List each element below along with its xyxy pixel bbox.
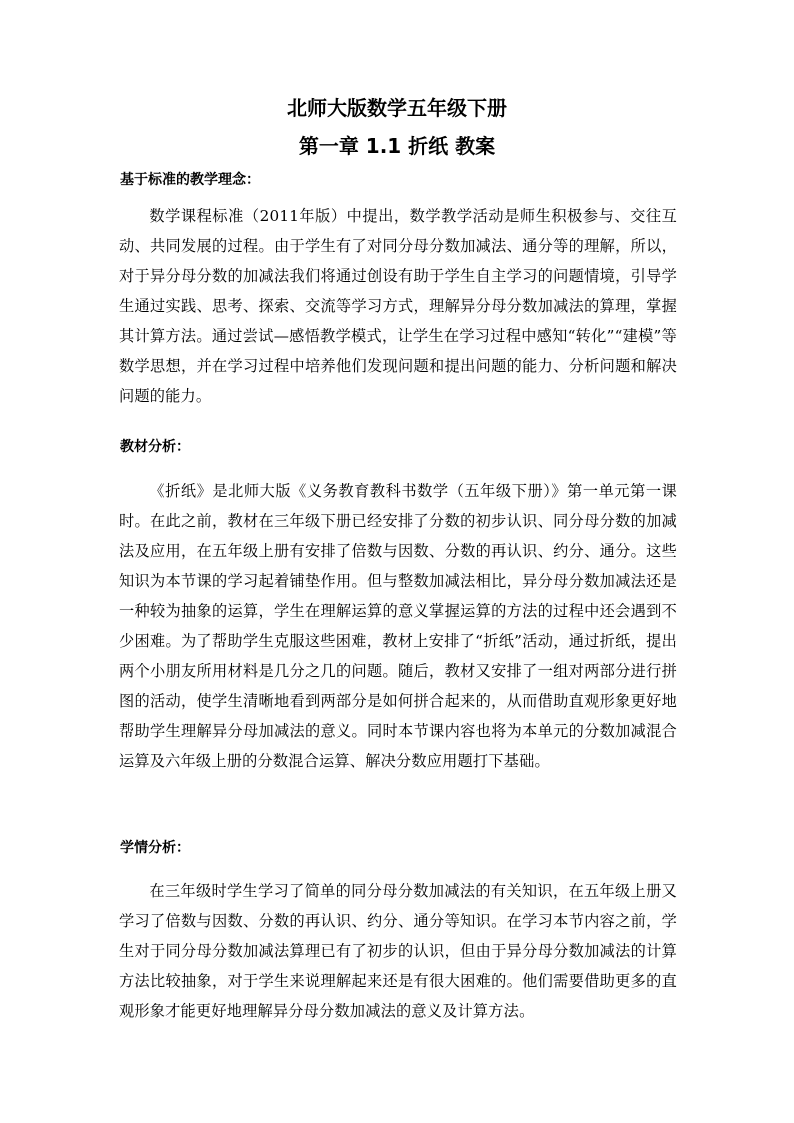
section-heading-textbook-analysis: 教材分析： [120, 439, 190, 455]
section-body-student-analysis: 在三年级时学生学习了简单的同分母分数加减法的有关知识，在五年级上册又学习了倍数与因数、分数的再认识、约分、通分等知识。在学习本节内容之前，学生对于同分母分数加减法算理已有了初步的认识，但由于异分母分数加减法的计算方法比较抽象，对于学生来说理解起来还是有很大困难的。他们需要借助更多的直观形象才能更好地理解异分母分数加减法的意义及计算方法。 [119, 882, 677, 1020]
section-body-textbook-analysis: 《折纸》是北师大版《义务教育教科书数学（五年级下册）》第一单元第一课时。在此之前，教材在三年级下册已经安排了分数的初步认识、同分母分数的加减法及应用，在五年级上册有安排了倍数与因数、分数的再认识、约分、通分。这些知识为本节课的学习起着铺垫作用。但与整数加减法相比，异分母分数加减法还是一种较为抽象的运算，学生在理解运算的意义掌握运算的方法的过程中还会遇到不少困难。为了帮助学生克服这些困难，教材上安排了“折纸”活动，通过折纸，提出两个小朋友所用材料是几分之几的问题。随后，教材又安排了一组对两部分进行拼图的活动，使学生清晰地看到两部分是如何拼合起来的，从而借助直观形象更好地帮助学生理解异分母加减法的意义。同时本节课内容也将为本单元的分数加减混合运算及六年级上册的分数混合运算、解决分数应用题打下基础。 [119, 482, 677, 770]
document-subtitle: 第一章 1.1 折纸 教案 [298, 134, 496, 158]
section-heading-student-analysis: 学情分析： [120, 840, 190, 856]
section-heading-teaching-philosophy: 基于标准的教学理念： [120, 172, 260, 188]
section-body-teaching-philosophy: 数学课程标准（2011年版）中提出，数学教学活动是师生积极参与、交往互动、共同发展的过程。由于学生有了对同分母分数加减法、通分等的理解，所以，对于异分母分数的加减法我们将通过创设有助于学生自主学习的问题情境，引导学生通过实践、思考、探索、交流等学习方式，理解异分母分数加减法的算理，掌握其计算方法。通过尝试—感悟教学模式，让学生在学习过程中感知“转化”“建模”等数学思想，并在学习过程中培养他们发现问题和提出问题的能力、分析问题和解决问题的能力。 [119, 207, 677, 405]
document-title: 北师大版数学五年级下册 [287, 96, 507, 120]
